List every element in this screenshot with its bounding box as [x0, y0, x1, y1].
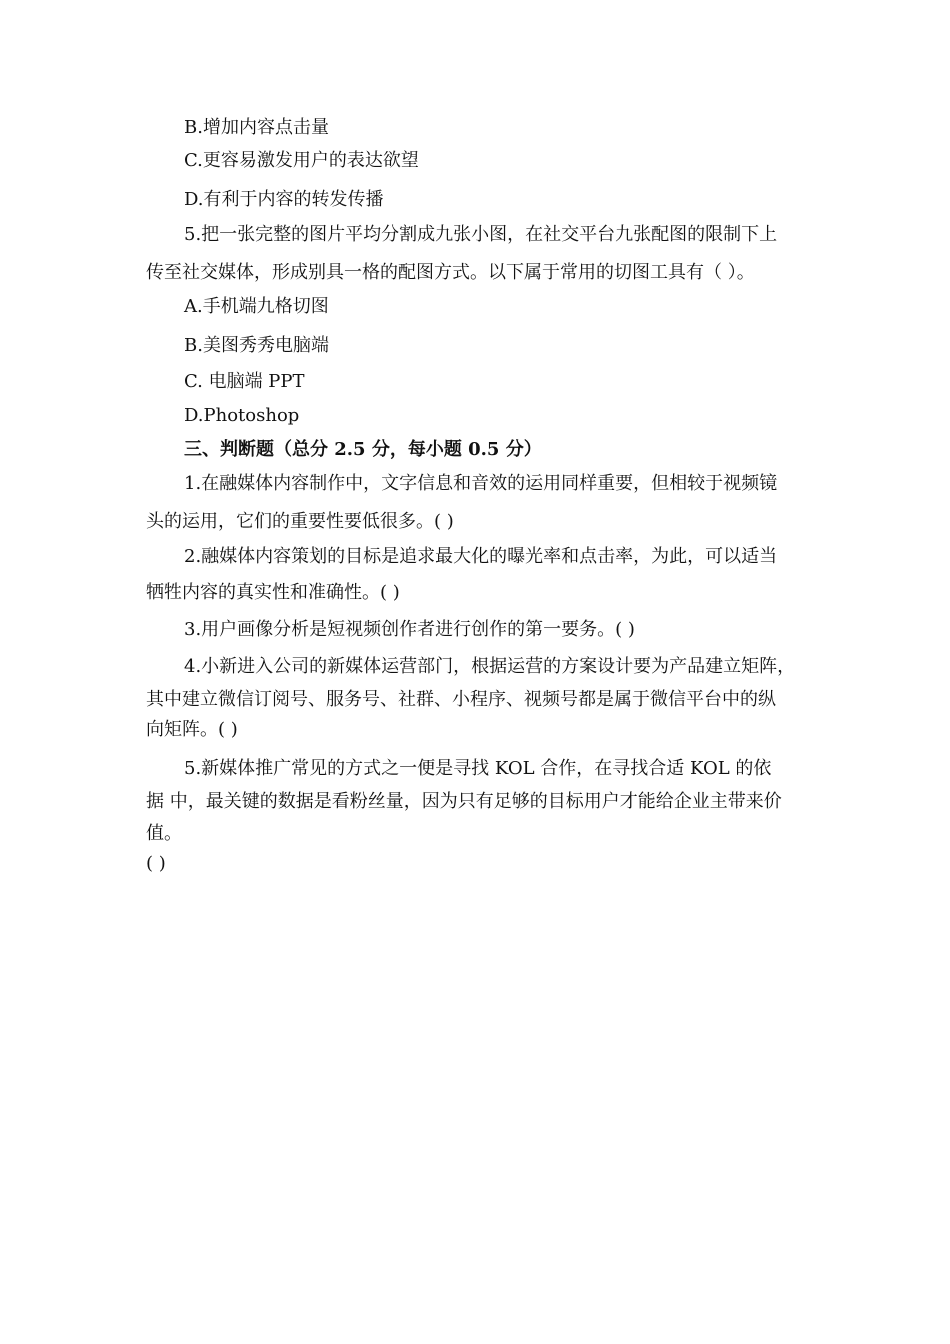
judge-item-4-line3: 向矩阵。( ) — [146, 719, 238, 740]
q5-stem-line1: 5.把一张完整的图片平均分割成九张小图，在社交平台九张配图的限制下上 — [184, 224, 778, 245]
judge-item-2-line2: 牺牲内容的真实性和准确性。( ) — [146, 582, 400, 603]
section3-heading: 三、判断题（总分 2.5 分，每小题 0.5 分） — [184, 439, 542, 460]
q5-option-a: A.手机端九格切图 — [184, 296, 329, 317]
q4-option-b: B.增加内容点击量 — [184, 117, 329, 138]
q5-stem-line2: 传至社交媒体，形成别具一格的配图方式。以下属于常用的切图工具有（ ）。 — [146, 262, 755, 283]
judge-item-3-line1: 3.用户画像分析是短视频创作者进行创作的第一要务。( ) — [184, 619, 635, 640]
q5-option-d: D.Photoshop — [184, 405, 300, 426]
judge-item-5-line3: 值。 — [146, 823, 182, 844]
judge-item-1-line2: 头的运用，它们的重要性要低很多。( ) — [146, 511, 454, 532]
q5-option-c: C. 电脑端 PPT — [184, 371, 305, 392]
judge-item-5-line4: ( ) — [146, 853, 166, 874]
q4-option-d: D.有利于内容的转发传播 — [184, 189, 384, 210]
judge-item-4-line1: 4.小新进入公司的新媒体运营部门，根据运营的方案设计要为产品建立矩阵， — [184, 656, 796, 677]
judge-item-1-line1: 1.在融媒体内容制作中，文字信息和音效的运用同样重要，但相较于视频镜 — [184, 473, 778, 494]
judge-item-5-line1: 5.新媒体推广常见的方式之一便是寻找 KOL 合作，在寻找合适 KOL 的依 — [184, 758, 772, 779]
q4-option-c: C.更容易激发用户的表达欲望 — [184, 150, 419, 171]
judge-item-4-line2: 其中建立微信订阅号、服务号、社群、小程序、视频号都是属于微信平台中的纵 — [146, 689, 776, 710]
judge-item-5-line2: 据 中，最关键的数据是看粉丝量，因为只有足够的目标用户才能给企业主带来价 — [146, 791, 782, 812]
q5-option-b: B.美图秀秀电脑端 — [184, 335, 329, 356]
judge-item-2-line1: 2.融媒体内容策划的目标是追求最大化的曝光率和点击率，为此，可以适当 — [184, 546, 778, 567]
